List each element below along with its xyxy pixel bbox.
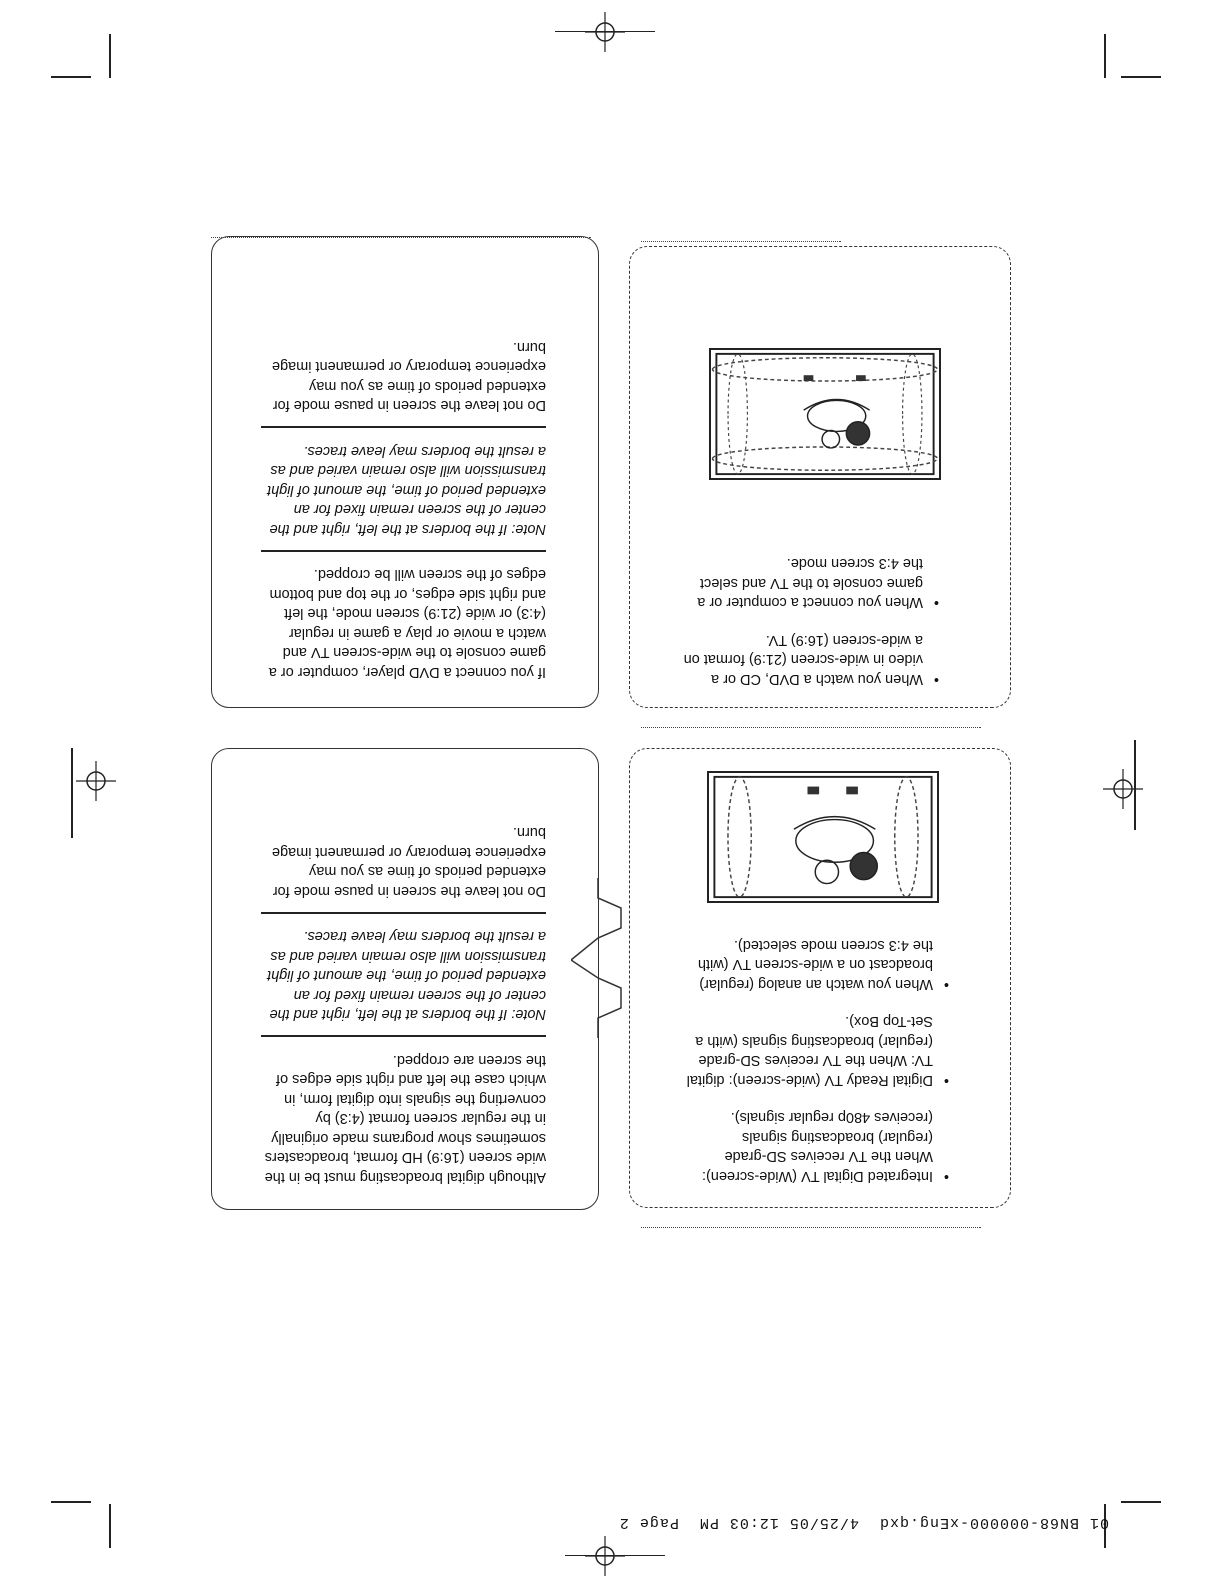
panel-warning: Do not leave the screen in pause mode for extended periods of time as you may experience temporary or permanent image burn. [271, 824, 546, 899]
registration-mark-icon [76, 761, 116, 801]
panel-warning: Do not leave the screen in pause mode for extended periods of time as you may experience temporary or permanent image burn. [271, 339, 546, 414]
crop-mark [1105, 34, 1107, 78]
panel-crop-note-dvd-text [261, 337, 546, 682]
slug-page: Page 2 [618, 1514, 679, 1531]
panel-intro: If you connect a DVD player, computer or a game console to the wide-screen TV and watch a movie or play a game in regular (4:3) or wide (21:9) screen mode, the left and right side edges, or the top and bottom edges of the screen will be cropped. [268, 566, 546, 680]
divider [261, 1036, 546, 1038]
divider [261, 912, 546, 914]
crop-mark [110, 34, 112, 78]
panel-crop-note-broadcast-text [261, 822, 546, 1186]
list-item: • When you watch an analog (regular) broadcast on a wide-screen TV (with the 4:3 screen mode selected). [686, 935, 951, 994]
crop-mark [110, 1504, 112, 1548]
registration-mark-icon [585, 12, 625, 52]
dotted-guide [641, 241, 841, 242]
list-item: • Digital Ready TV (wide-screen): digital TV: When the TV receives SD-grade (regular) broadcasting signals (with a Set-Top Box). [686, 1011, 951, 1089]
slug-filename: 01 BN68-000000-xEng.qxd [878, 1514, 1109, 1531]
slug-timestamp: 4/25/05 12:03 PM [698, 1514, 859, 1531]
crop-mark [72, 748, 74, 838]
wide-screen-case-list [681, 535, 941, 688]
crop-mark [1121, 1502, 1161, 1504]
dotted-guide [211, 237, 591, 238]
dotted-guide [641, 1227, 981, 1228]
panel-note: Note: If the borders at the left, right and the center of the screen remain fixed for an extended period of time, the amount of light transmission will also remain varied and as a result the borders may leave traces. [267, 443, 546, 537]
divider [261, 427, 546, 429]
crop-mark [51, 77, 91, 79]
panel-intro: Although digital broadcasting must be in the wide screen (16:9) HD format, broadcasters sometimes show programs made originally in the regular screen format (4:3) by converting the signals into digital form, in which case the left and right side edges of the screen are cropped. [264, 1052, 546, 1185]
callout-pointer [571, 878, 631, 1038]
dotted-guide [641, 727, 981, 728]
crop-mark [1121, 77, 1161, 79]
list-item: • When you watch a DVD, CD or a video in wide-screen (21:9) format on a wide-screen (16:9) TV. [681, 630, 941, 689]
tv-diagram-pillarbox [707, 771, 939, 903]
crop-mark [555, 31, 655, 32]
panel-note: Note: If the borders at the left, right and the center of the screen remain fixed for an extended period of time, the amount of light transmission will also remain varied and as a result the borders may leave traces. [267, 928, 546, 1023]
crop-mark [565, 1555, 665, 1556]
registration-mark-icon [585, 1536, 625, 1576]
analog-case-list [686, 917, 951, 1186]
divider [261, 550, 546, 552]
crop-mark [51, 1502, 91, 1504]
print-slug [619, 1514, 1109, 1531]
registration-mark-icon [1103, 769, 1143, 809]
tv-diagram-letterbox [709, 348, 941, 480]
list-item: • When you connect a computer or a game console to the TV and select the 4:3 screen mode. [681, 553, 941, 612]
list-item: • Integrated Digital TV (Wide-screen): When the TV receives SD-grade (regular) broadcasting signals (receives 480p regular signals). [686, 1107, 951, 1185]
